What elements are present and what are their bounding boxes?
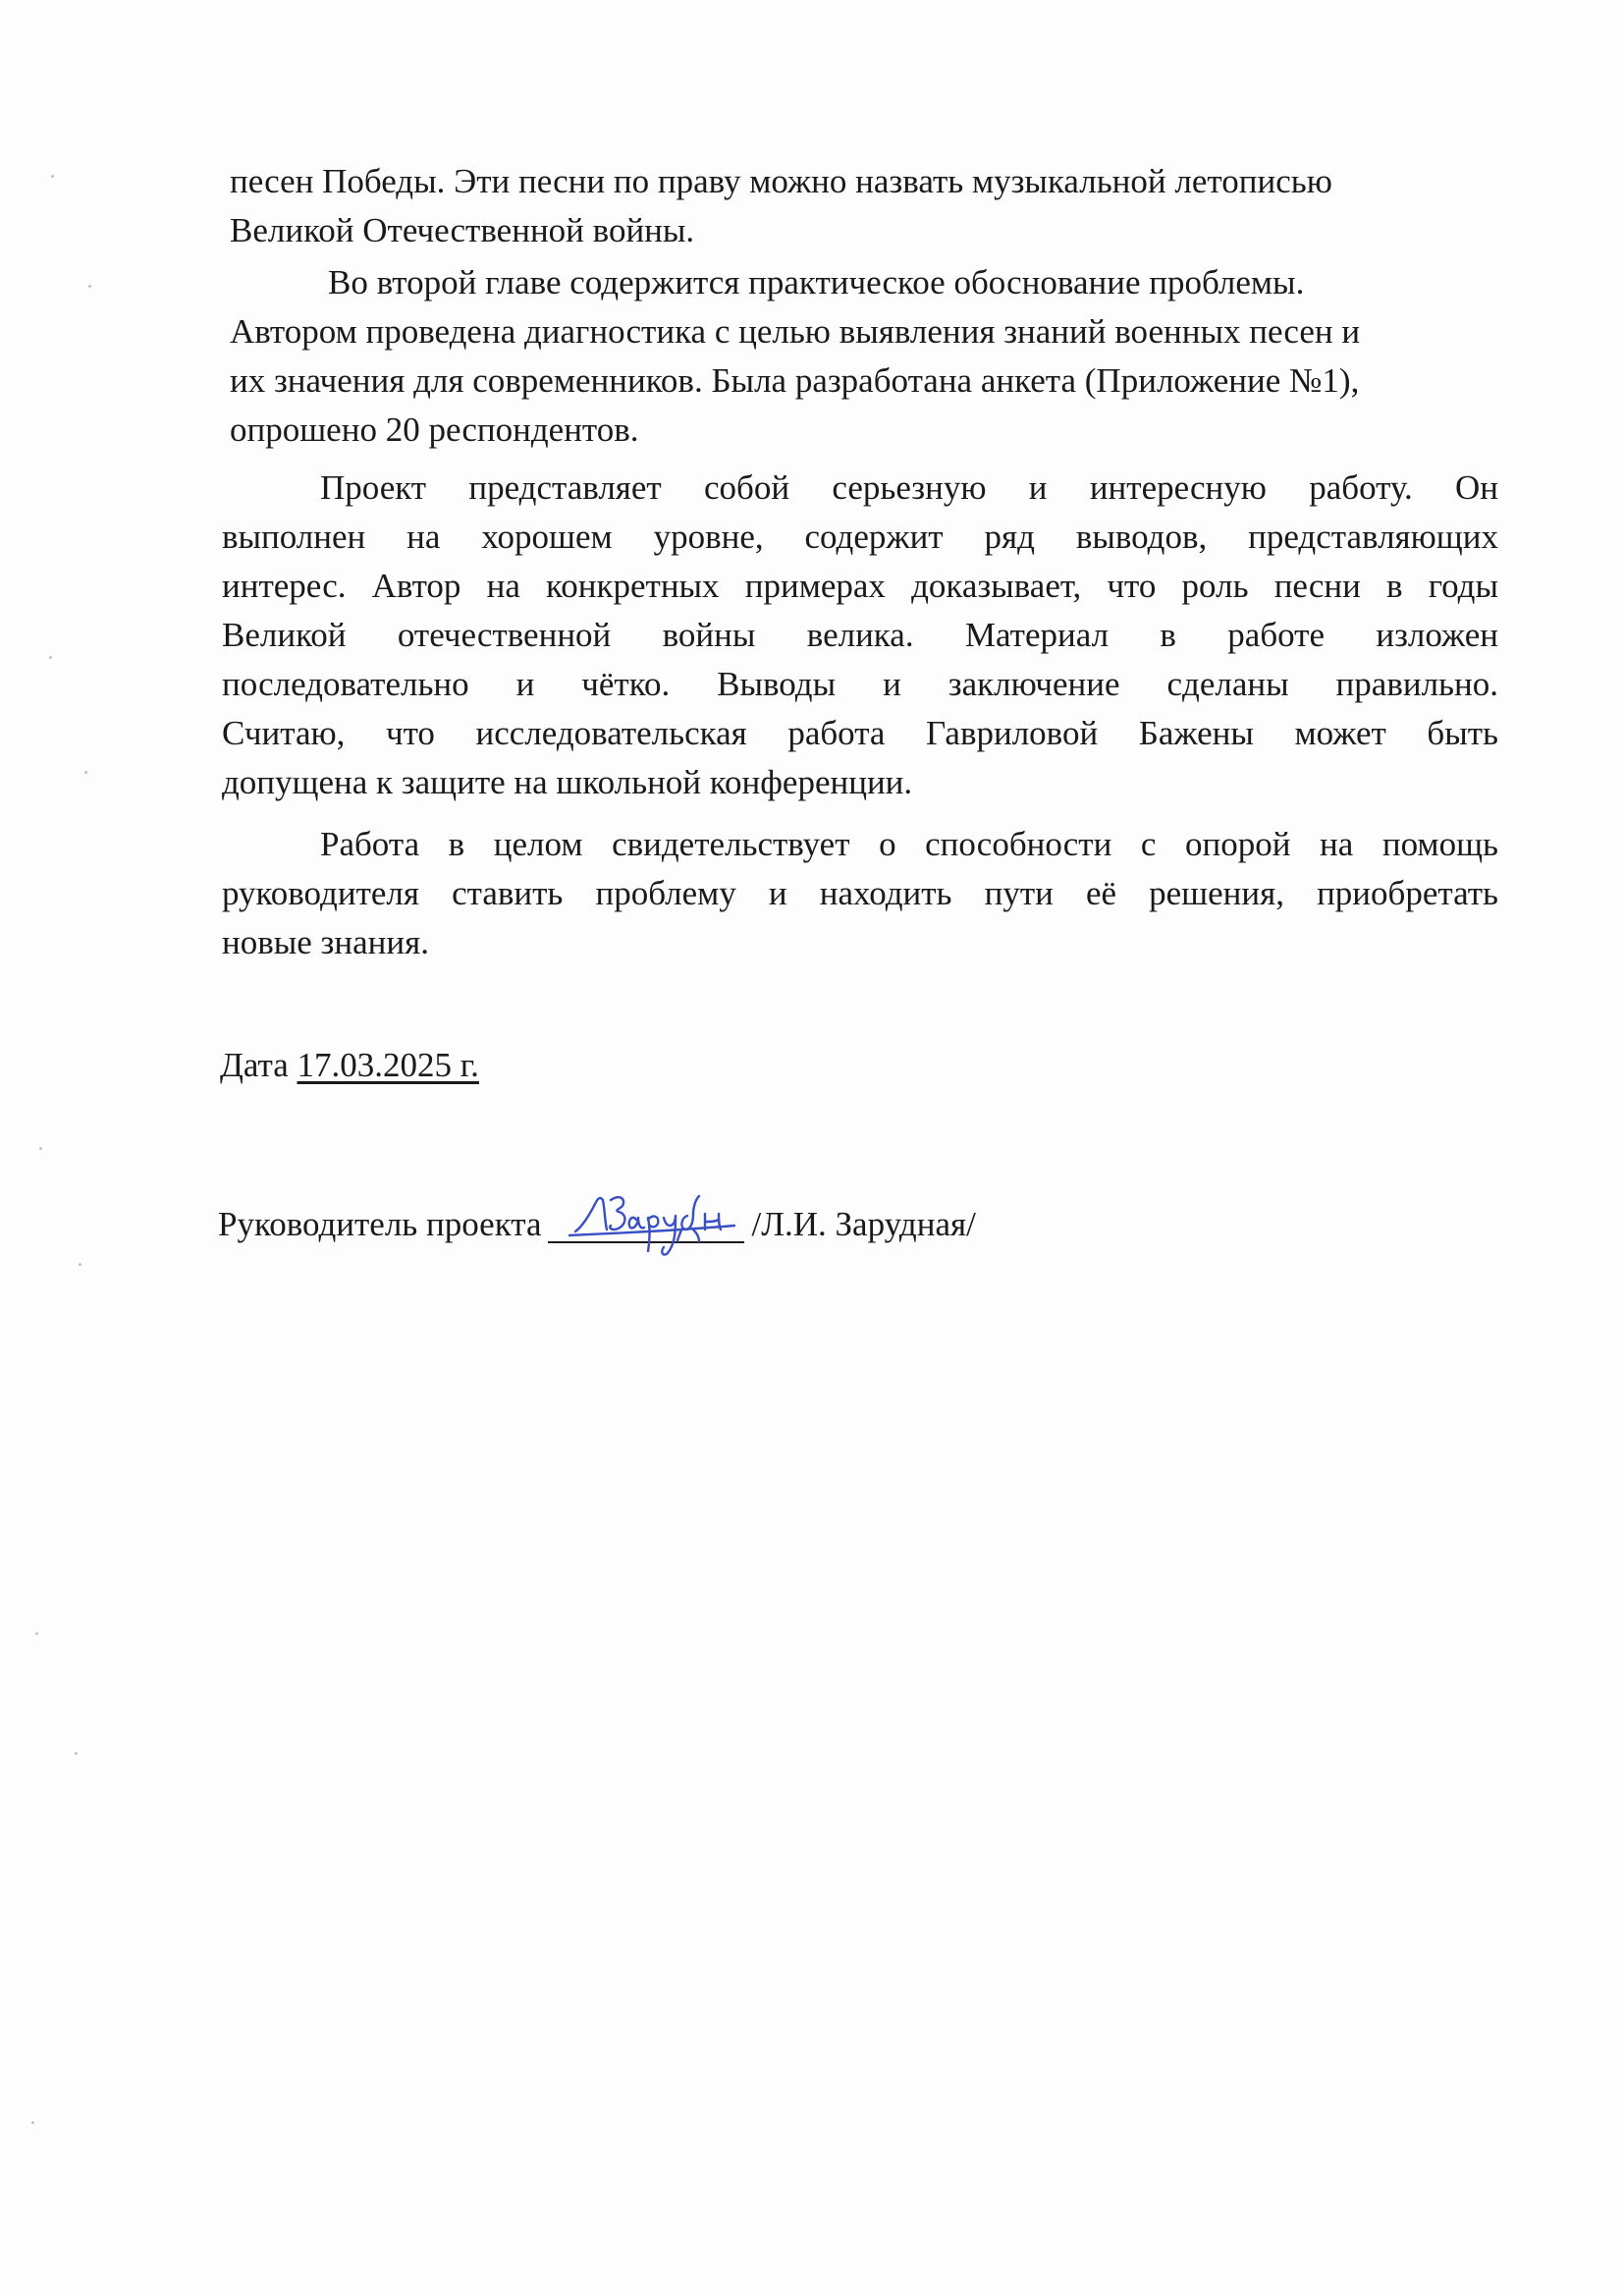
- text-line: выполнен на хорошем уровне, содержит ряд выводов, представляющих: [222, 518, 1498, 556]
- text-line: Во второй главе содержится практическое обоснование проблемы.: [328, 263, 1305, 301]
- text-line: руководителя ставить проблему и находить пути её решения, приобретать: [222, 874, 1498, 912]
- text-line: Работа в целом свидетельствует о способности с опорой на помощь: [320, 825, 1498, 863]
- scan-speck: [75, 1752, 78, 1755]
- date-line: [220, 1041, 479, 1090]
- text-line: последовательно и чётко. Выводы и заключение сделаны правильно.: [222, 665, 1498, 703]
- intro-paragraph: [230, 157, 1506, 255]
- scan-speck: [51, 175, 54, 178]
- scan-speck: [31, 2121, 34, 2124]
- text-line: их значения для современников. Была разработана анкета (Приложение №1),: [230, 361, 1360, 400]
- text-line: Считаю, что исследовательская работа Гавриловой Бажены может быть: [222, 714, 1498, 752]
- scan-speck: [84, 771, 87, 774]
- project-evaluation-paragraph: [222, 464, 1498, 807]
- signature-line: [218, 1198, 976, 1249]
- text-line: Великой отечественной войны велика. Материал в работе изложен: [222, 616, 1498, 654]
- signature-field: [548, 1192, 744, 1243]
- scan-speck: [39, 1147, 42, 1150]
- text-line: Автором проведена диагностика с целью выявления знаний военных песен и: [230, 312, 1361, 351]
- date-label: Дата: [220, 1046, 289, 1084]
- text-line: допущена к защите на школьной конференции.: [222, 763, 913, 801]
- handwritten-signature: [568, 1171, 744, 1259]
- text-line: песен Победы. Эти песни по праву можно назвать музыкальной летописью: [230, 162, 1332, 200]
- text-line: Великой Отечественной войны.: [230, 211, 695, 249]
- conclusion-paragraph: [222, 820, 1498, 967]
- text-line: Проект представляет собой серьезную и интересную работу. Он: [320, 468, 1498, 507]
- signature-label: Руководитель проекта: [218, 1205, 542, 1243]
- date-value: 17.03.2025 г.: [297, 1046, 479, 1084]
- chapter-two-paragraph: [230, 258, 1496, 455]
- signatory-name: /Л.И. Зарудная/: [751, 1205, 976, 1243]
- text-line: опрошено 20 респондентов.: [230, 410, 639, 449]
- scan-speck: [35, 1632, 38, 1635]
- scan-speck: [79, 1263, 81, 1266]
- scan-speck: [49, 656, 52, 659]
- text-line: новые знания.: [222, 923, 429, 961]
- scan-speck: [88, 285, 91, 288]
- text-line: интерес. Автор на конкретных примерах доказывает, что роль песни в годы: [222, 567, 1498, 605]
